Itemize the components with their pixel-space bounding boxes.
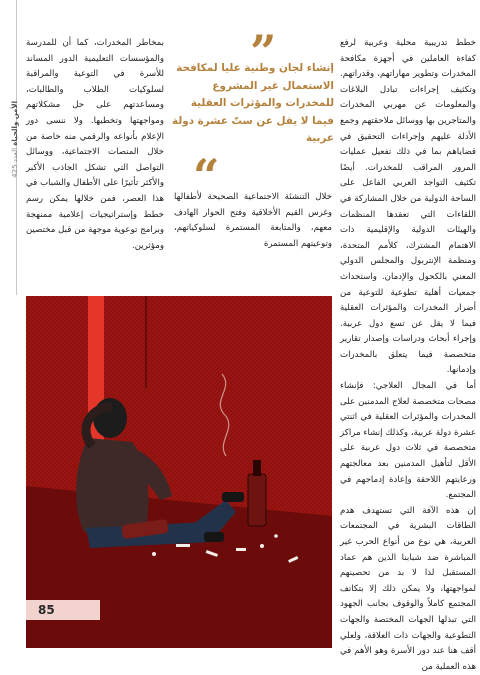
pull-quote: إنشاء لجان وطنية عليا لمكافحة الاستعمال غير المشروع للمخدرات والمؤثرات العقلية فيما لا يقل عن ستّ عشرة دولة عربية	[172, 62, 334, 144]
article-column-left	[26, 36, 164, 254]
page-number: 85	[38, 603, 55, 617]
issue-number: العدد 425	[11, 147, 19, 178]
magazine-name: الأمن والحياة	[11, 101, 19, 146]
magazine-issue-caption	[11, 101, 23, 211]
article-paragraph: إن هذه الآفة التي تستهدف هدم الطاقات البشرية في المجتمعات العربية، هي نوع من أنواع الحرب غير المباشرة ضد شبابنا الذين هم عماد المستقبل لذا لا بد من تحصينهم لمواجهتها، ولا يمكن ذلك إلا بتكاتف المجتمع كاملاً والوقوف بجانب الجهود التي تبذلها الجهات المختصة والجهات التطوعية والجهات ذات العلاقة، ولعلي أقف هنا عند دور الأسرة وهو الأهم في هذه العملية من	[340, 505, 476, 672]
article-paragraph: أما في المجال العلاجي: فإنشاء مصحات متخصصة لعلاج المدمنين على المخدرات والمؤثرات العقلية في اثنتي عشرة دولة عربية، وكذلك إنشاء مراكز متخصصة في ثلاث دول عربية على الأقل لتأهيل المدمنين بعد معالجتهم ورعايتهم اللاحقة وإعادة إدماجهم في المجتمع.	[340, 381, 476, 501]
article-column-right	[340, 36, 476, 675]
article-paragraph: خلال التنشئة الاجتماعية الصحيحة لأطفالها وغرس القيم الأخلاقية وفتح الحوار الهادف معهم، والمتابعة المستمرة لسلوكياتهم، وتوعيتهم المستمرة	[174, 192, 332, 249]
article-paragraph: بمخاطر المخدرات، كما أن للمدرسة والمؤسسات التعليمية الدور المساند للأسرة في التوعية والمراقبة لسلوكيات الطلاب والطالبات، ومساعدتهم على حل مشكلاتهم ومواجهتها وتخطيها. ولا ننسى دور الإعلام بأنواعه والرقمي منه خاصة من خلال المنصات الاجتماعية، ووسائل التواصل التي تشكل الجاذب الأكبر والأكثر تأثيرًا على الأطفال والشباب في هذا العصر، فمن خلالها يمكن رسم خطط وإستراتيجيات إعلامية ممنهجة وبرامج توعوية موجهة من قبل مختصين ومؤثرين.	[26, 38, 164, 251]
article-paragraph: خطط تدريبية محلية وعربية لرفع كفاءة العاملين في أجهزة مكافحة المخدرات وتطوير مهاراتهم، وقدراتهم. وتكثيف إجراءات تبادل البلاغات والمعلومات عن مهربي المخدرات والمتاجرين بها ووسائل ملاحقتهم وجمع الأدلة عليهم وإجراءات التحقيق في قضاياهم بما في ذلك تفعيل عمليات المرور المراقب للمخدرات. أيضًا تكثيف التواجد العربي الفاعل على الساحة الدولية من خلال المشاركة في اللقاءات التي تعقدها المنظمات والهيئات الدولية والإقليمية ذات الاهتمام المشترك، كلأمم المتحدة، ومنظمة الإنتربول والمجلس الدولي المعني بالكحول والإدمان. واستحداث جمعيات أهلية تطوعية للتوعية من أضرار المخدرات والمؤثرات العقلية فيما لا يقل عن تسع دول عربية. وإجراء أبحاث ودراسات وإصدار تقارير متخصصة فيما يتعلق بالمخدرات وإدمانها.	[340, 38, 476, 376]
quote-close-icon: “	[193, 149, 220, 203]
quote-open-icon: ”	[250, 25, 277, 79]
article-column-middle	[174, 190, 332, 252]
illustration-art	[26, 296, 332, 648]
addiction-illustration	[26, 296, 332, 648]
